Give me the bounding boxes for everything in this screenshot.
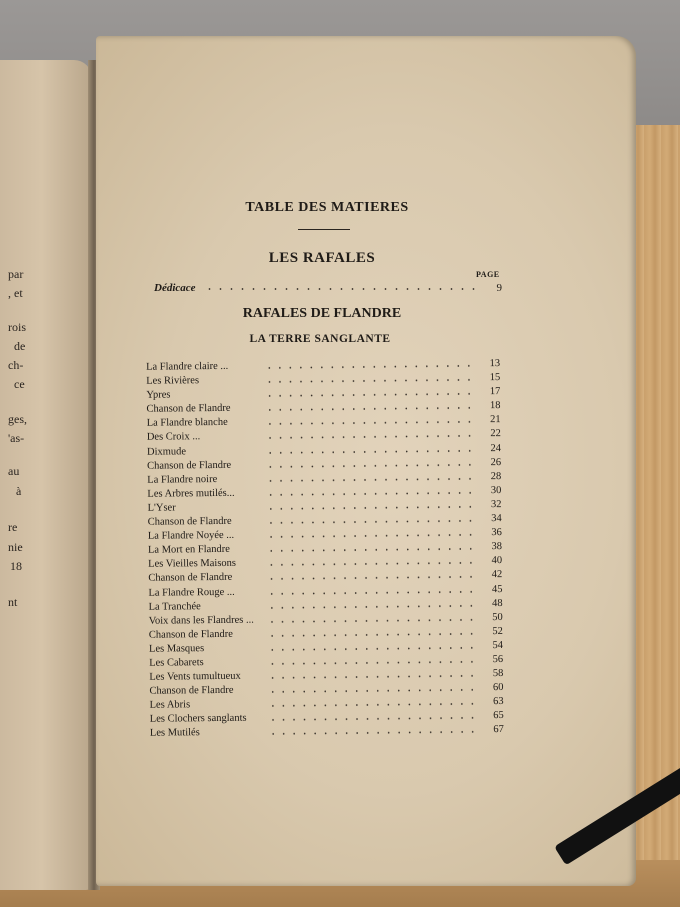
toc-entry-title: L'Yser [147,502,176,514]
toc-entry-title: La Mort en Flandre [147,544,230,556]
leader-dots [265,420,479,427]
leader-dots [265,476,479,483]
toc-entry-page: 13 [489,358,501,370]
toc-entry-page: 63 [493,696,504,708]
leader-dots [265,406,479,413]
toc-entry-page: 32 [490,498,502,511]
toc-entry-title: La Tranchée [148,600,201,613]
toc-entry-title: Des Croix ... [146,431,201,444]
toc-entry-title: La Flandre claire ... [146,360,229,373]
leader-dots [266,561,480,568]
leader-dots [267,659,481,666]
left-fragment: ch- [8,358,24,372]
toc-entry-page: 24 [490,442,502,454]
leader-dots [267,617,481,624]
leader-dots [267,645,481,652]
toc-entry-page: 15 [489,372,501,384]
leader-dots [267,631,481,638]
left-fragment: nie [8,540,23,554]
title-rule [298,229,350,230]
dedicace-page: 9 [496,282,502,294]
toc-entry-page: 50 [492,611,503,623]
part-title: LES RAFALES [268,250,376,266]
leader-dots [267,673,481,680]
leader-dots [268,701,482,708]
toc-entry-title: Ypres [146,389,171,401]
leader-dots [264,363,478,370]
leader-dots [268,730,482,737]
left-fragment: rois [8,320,26,334]
toc-entry-title: Chanson de Flandre [149,684,234,697]
left-page [0,60,92,890]
toc-entry-title: La Flandre noire [147,473,218,486]
toc-entry-page: 40 [491,555,503,567]
toc-entry-page: 28 [490,470,502,482]
toc-entry-title: La Flandre Noyée ... [147,529,235,542]
toc-entry-page: 38 [491,541,503,553]
left-fragment: ges, [8,412,27,426]
leader-dots [265,462,479,469]
section-title: RAFALES DE FLANDRE [242,306,402,321]
left-fragment: à [16,484,22,498]
left-fragment: au [8,464,20,478]
toc-entry-title: Chanson de Flandre [147,515,232,528]
toc-entry-page: 36 [491,527,502,539]
toc-entry-page: 34 [491,513,502,525]
leader-dots [267,687,481,694]
toc-entry-page: 18 [489,400,501,412]
leader-dots [264,377,478,384]
toc-entry-title: Voix dans les Flandres ... [148,614,254,627]
leader-dots [266,532,480,539]
toc-entry-title: Chanson de Flandre [147,459,232,472]
toc-entry-page: 65 [493,710,504,722]
toc-entry-page: 60 [492,682,504,694]
toc-entry-page: 48 [492,597,503,609]
left-fragment: ce [14,377,25,391]
toc-entry-page: 58 [492,668,504,680]
left-fragment: nt [8,595,18,609]
left-fragment: , et [8,286,23,300]
toc-entry-page: 56 [492,653,504,666]
toc-entry-title: Chanson de Flandre [148,572,233,585]
left-fragment: re [8,520,18,534]
toc-entry-page: 45 [491,583,503,595]
toc-entry-title: Les Vents tumultueux [149,670,241,683]
leader-dots [204,286,480,292]
leader-dots [265,434,479,441]
toc-entry-title: La Flandre Rouge ... [148,586,235,599]
toc-entry-title: Les Masques [148,643,205,655]
leader-dots [266,504,480,511]
page-title: TABLE DES MATIERES [245,200,409,215]
page-column-label: PAGE [476,270,500,279]
toc-entry-page: 22 [490,428,501,440]
leader-dots [266,589,480,596]
toc-entry-title: La Flandre blanche [146,417,228,430]
toc-entry-title: Chanson de Flandre [148,628,233,641]
toc-entry-title: Les Abris [149,699,191,711]
left-fragment: par [8,267,24,281]
toc-entry-page: 26 [490,456,502,468]
leader-dots [267,603,481,610]
leader-dots [264,391,478,398]
toc-entry-title: Les Rivières [146,375,200,387]
toc-entry-page: 42 [491,569,503,581]
leader-dots [268,716,482,723]
toc-entry-title: Chanson de Flandre [146,403,231,416]
left-fragment: de [14,339,26,353]
toc-entry-page: 21 [490,414,501,426]
toc-entry-title: Les Clochers sanglants [149,713,247,726]
left-fragment: 'as- [8,431,25,445]
leader-dots [266,546,480,553]
toc-entry-title: Dixmude [146,445,187,458]
left-fragment: 18 [10,559,22,573]
toc-entry-page: 67 [493,724,504,736]
dedicace-label: Dédicace [154,282,196,294]
toc-entry-page: 30 [490,484,502,496]
leader-dots [266,575,480,582]
toc-entry-title: Les Mutilés [149,727,200,740]
toc-entry-title: Les Vieilles Maisons [148,558,237,571]
leader-dots [265,490,479,497]
toc-entry-title: Les Cabarets [149,657,204,669]
toc-entry-title: Les Arbres mutilés... [147,487,235,500]
leader-dots [265,448,479,455]
leader-dots [266,518,480,525]
toc-list [146,358,506,742]
toc-entry-page: 17 [489,386,501,398]
toc-entry-page: 54 [492,639,504,651]
subsection-title: LA TERRE SANGLANTE [249,333,391,345]
toc-entry-page: 52 [492,625,503,637]
dedicace-entry [154,282,502,296]
